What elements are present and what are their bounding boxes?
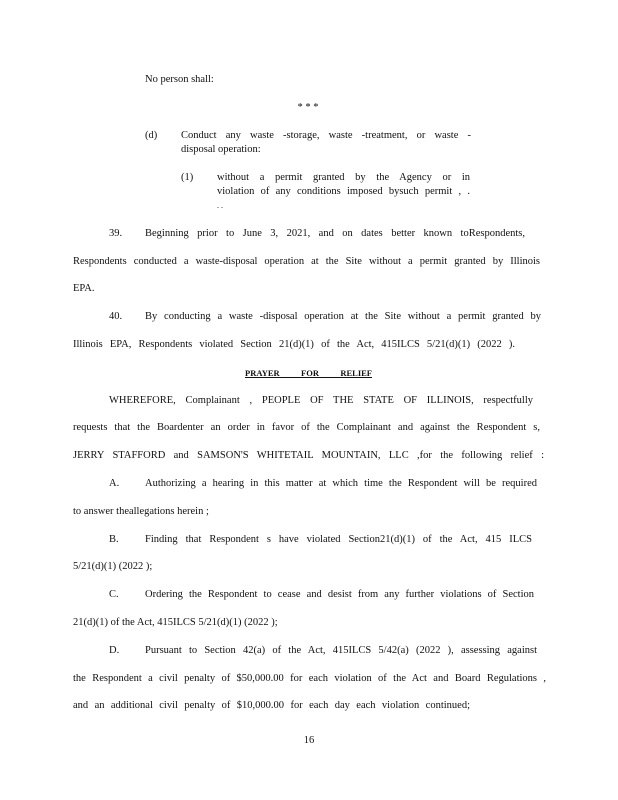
subsection-1-label: (1) (181, 172, 194, 183)
relief-d-line-2: the Respondent a civil penalty of $50,000.00 for each violation of the Act and Board Regulations , (73, 673, 546, 684)
relief-a-line-2: to answer theallegations herein ; (73, 506, 209, 517)
relief-c-line-2: 21(d)(1) of the Act, 415ILCS 5/21(d)(1) (2022 ); (73, 617, 278, 628)
relief-a-line-1: Authorizing a hearing in this matter at which time the Respondent will be required (145, 478, 537, 489)
paragraph-39-line-1: Beginning prior to June 3, 2021, and on dates better known toRespondents, (145, 228, 525, 239)
relief-c-label: C. (109, 589, 119, 600)
prayer-for-relief-heading: PRAYER FOR RELIEF (245, 368, 372, 378)
paragraph-39-line-3: EPA. (73, 283, 95, 294)
paragraph-40-line-2: Illinois EPA, Respondents violated Section 21(d)(1) of the Act, 415ILCS 5/21(d)(1) (2022 ). (73, 339, 515, 350)
subsection-d-label: (d) (145, 130, 158, 141)
relief-a-label: A. (109, 478, 120, 489)
paragraph-40-line-1: By conducting a waste -disposal operation at the Site without a permit granted by (145, 311, 541, 322)
subsection-d-line-2: disposal operation: (181, 144, 261, 155)
wherefore-line-1: WHEREFORE, Complainant , PEOPLE OF THE STATE OF ILLINOIS, respectfully (109, 395, 533, 406)
page-number: 16 (303, 735, 315, 746)
subsection-1-line-1: without a permit granted by the Agency or in (217, 172, 470, 183)
relief-c-line-1: Ordering the Respondent to cease and desist from any further violations of Section (145, 589, 534, 600)
relief-b-line-1: Finding that Respondent s have violated Section21(d)(1) of the Act, 415 ILCS (145, 534, 532, 545)
relief-b-label: B. (109, 534, 119, 545)
paragraph-39-line-2: Respondents conducted a waste-disposal operation at the Site without a permit granted by Illinois (73, 256, 540, 267)
wherefore-line-3: JERRY STAFFORD and SAMSON'S WHITETAIL MOUNTAIN, LLC ,for the following relief : (73, 450, 544, 461)
ellipsis-marker: * * * (297, 102, 319, 113)
subsection-1-line-2: violation of any conditions imposed bysuch permit , . (217, 186, 470, 197)
quote-intro: No person shall: (145, 74, 214, 85)
relief-b-line-2: 5/21(d)(1) (2022 ); (73, 561, 153, 572)
relief-d-line-3: and an additional civil penalty of $10,000.00 for each day each violation continued; (73, 700, 470, 711)
relief-d-label: D. (109, 645, 120, 656)
paragraph-40-number: 40. (109, 311, 123, 322)
paragraph-39-number: 39. (109, 228, 123, 239)
relief-d-line-1: Pursuant to Section 42(a) of the Act, 415ILCS 5/42(a) (2022 ), assessing against (145, 645, 537, 656)
subsection-d-line-1: Conduct any waste -storage, waste -treatment, or waste - (181, 130, 471, 141)
wherefore-line-2: requests that the Boardenter an order in favor of the Complainant and against the Respondent s, (73, 422, 540, 433)
subsection-1-line-3: . . (217, 201, 223, 210)
